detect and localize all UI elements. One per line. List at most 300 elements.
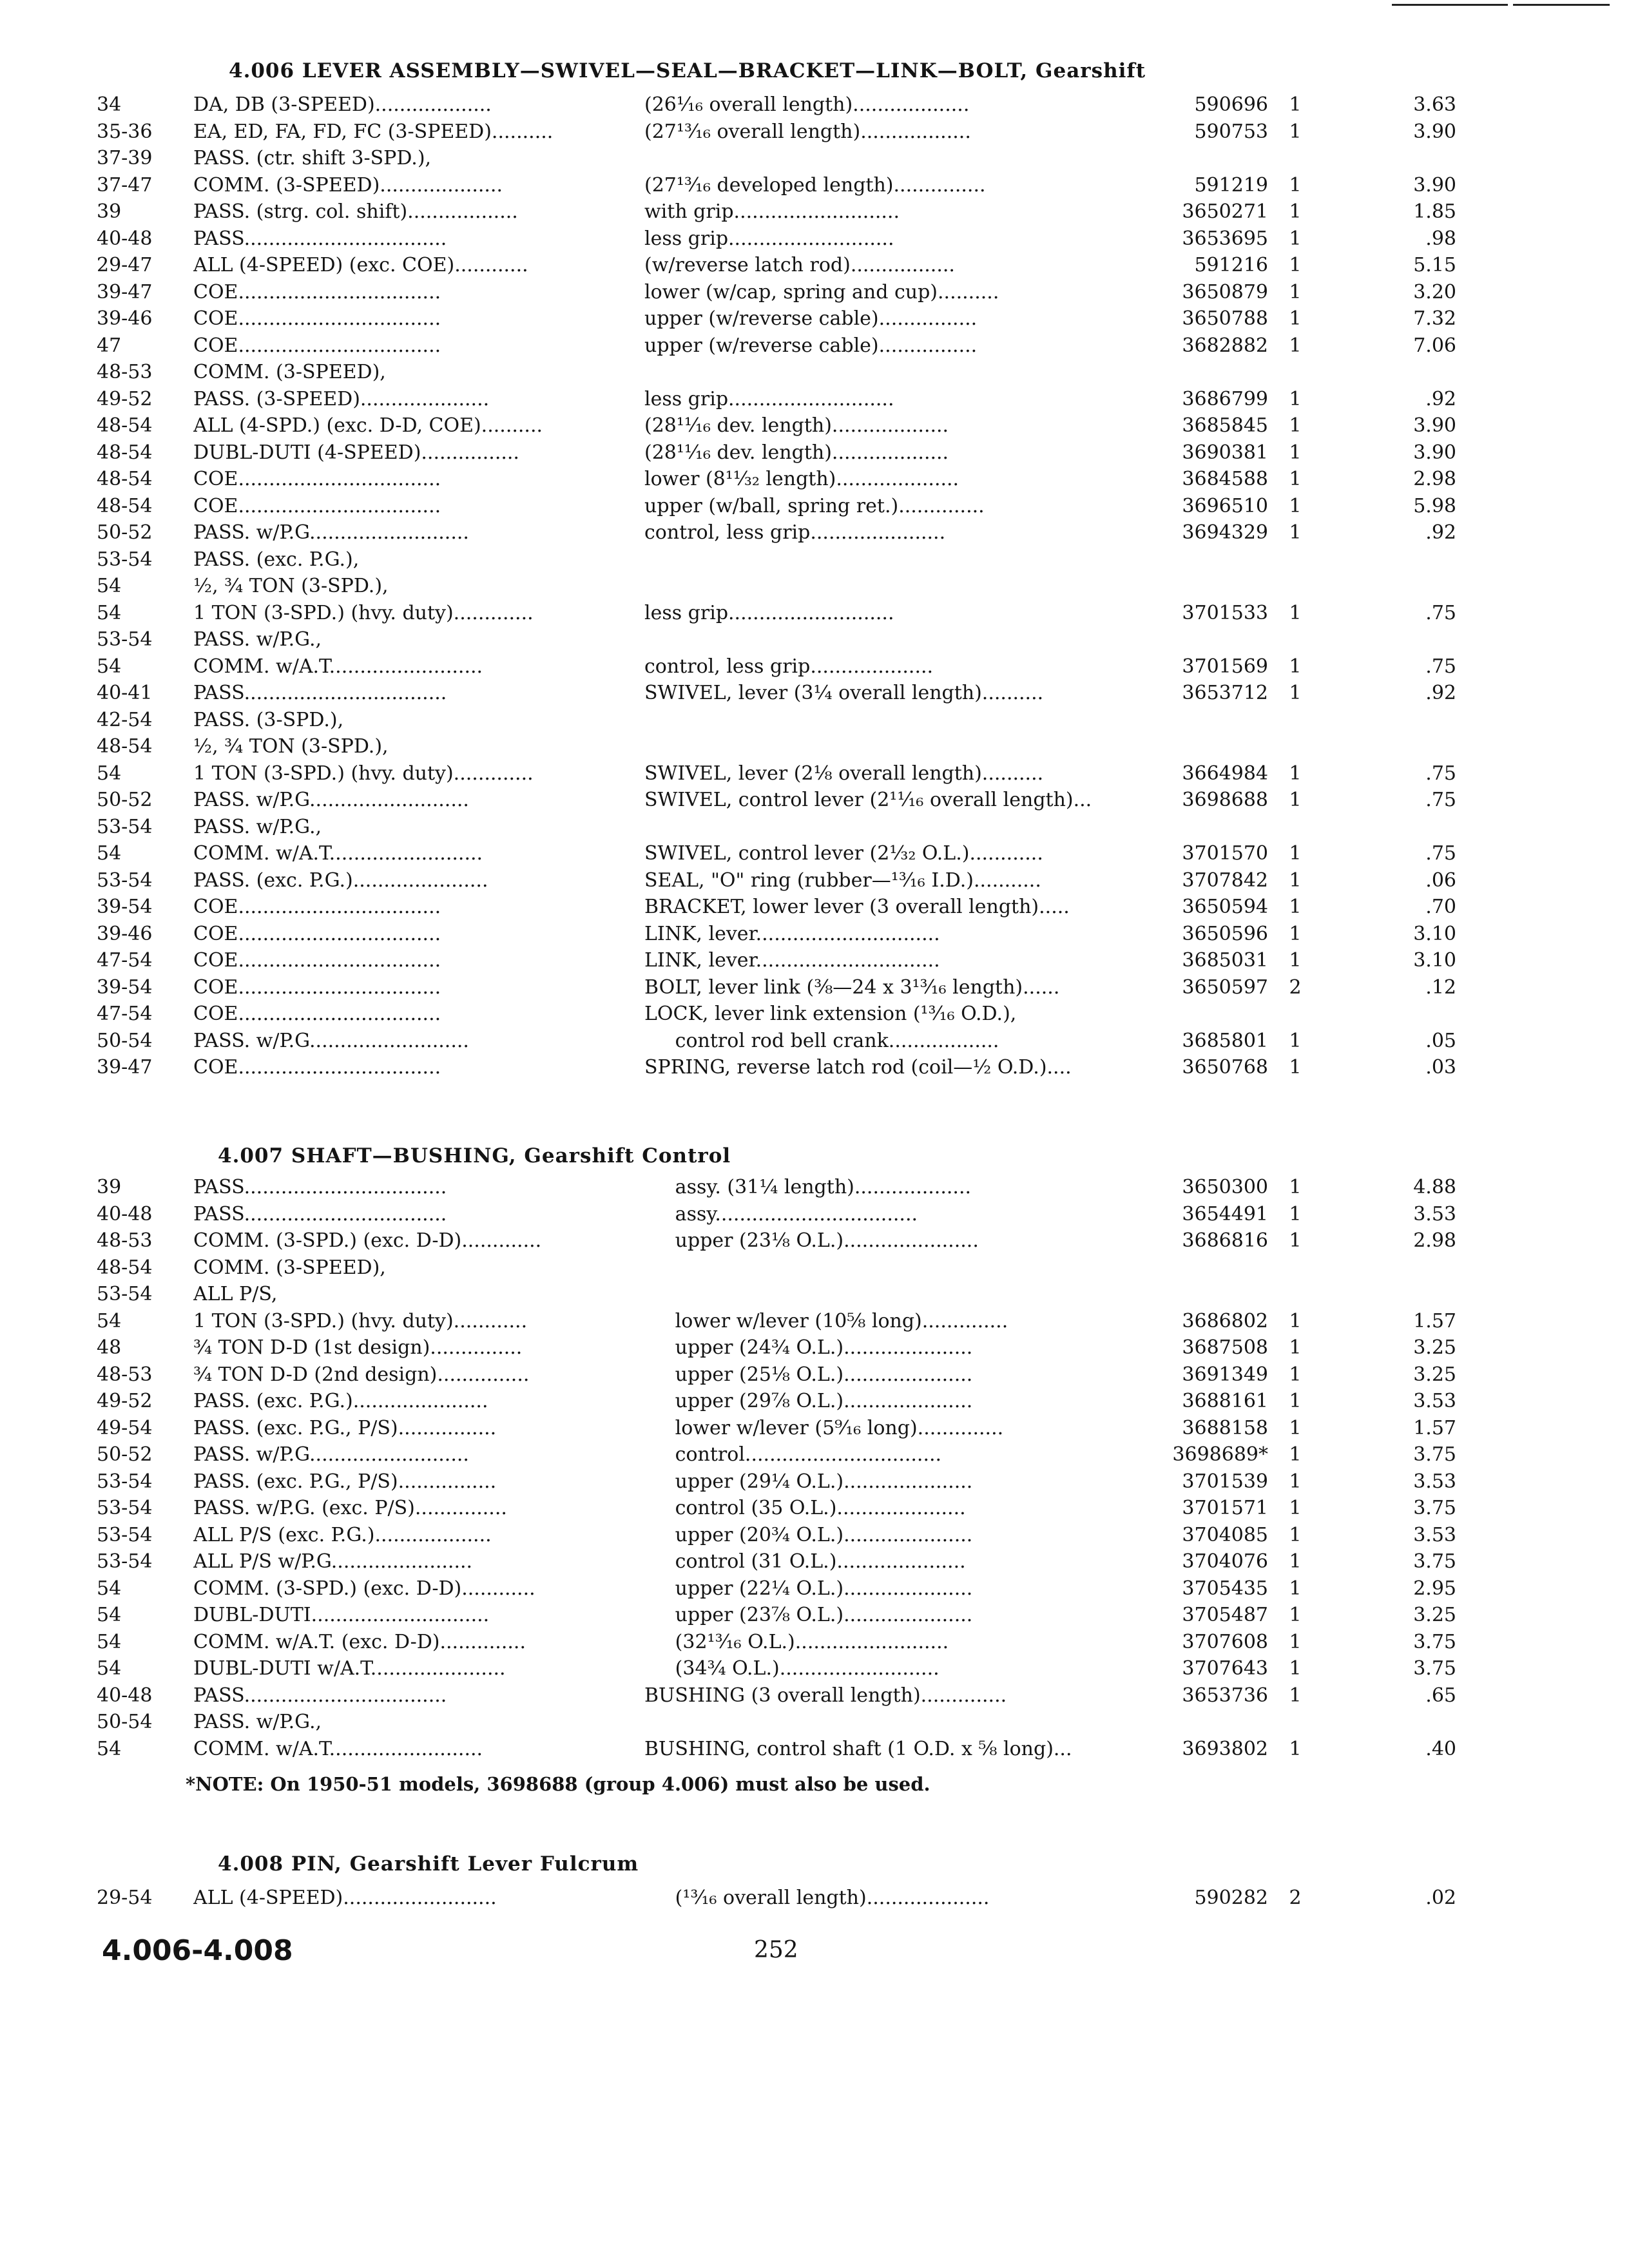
part-number: 3705487 bbox=[1182, 1604, 1268, 1626]
price: 3.90 bbox=[1413, 414, 1456, 437]
part-number: 3653695 bbox=[1182, 227, 1268, 250]
application: ALL (4-SPEED)......................... bbox=[193, 1887, 497, 1909]
year-range: 40-48 bbox=[97, 227, 153, 250]
description: less grip........................... bbox=[644, 387, 894, 410]
table-row bbox=[97, 1054, 1540, 1081]
year-range: 29-47 bbox=[97, 254, 153, 276]
application: PASS. w/P.G. (exc. P/S)............... bbox=[193, 1497, 507, 1519]
application: PASS................................. bbox=[193, 1202, 447, 1225]
table-row bbox=[97, 974, 1540, 1001]
application: 1 TON (3-SPD.) (hvy. duty)............. bbox=[193, 762, 534, 785]
section-title-4-008: 4.008 PIN, Gearshift Lever Fulcrum bbox=[218, 1852, 639, 1876]
part-number: 590753 bbox=[1194, 120, 1268, 143]
part-number: 3650594 bbox=[1182, 896, 1268, 918]
price: 3.90 bbox=[1413, 441, 1456, 464]
application: PASS. (3-SPD.), bbox=[193, 708, 344, 731]
year-range: 54 bbox=[97, 1737, 122, 1760]
year-range: 53-54 bbox=[97, 869, 153, 892]
application: PASS................................. bbox=[193, 1684, 447, 1707]
table-row bbox=[97, 412, 1540, 439]
description: BUSHING, control shaft (1 O.D. x ⅝ long)... bbox=[644, 1737, 1072, 1760]
part-number: 3705435 bbox=[1182, 1577, 1268, 1600]
application: EA, ED, FA, FD, FC (3-SPEED).......... bbox=[193, 120, 554, 143]
price: 3.53 bbox=[1413, 1202, 1456, 1225]
price: 3.75 bbox=[1413, 1657, 1456, 1680]
footnote: *NOTE: On 1950-51 models, 3698688 (group 4.006) must also be used. bbox=[186, 1773, 930, 1795]
quantity: 1 bbox=[1289, 1470, 1302, 1493]
part-number: 3650596 bbox=[1182, 922, 1268, 945]
year-range: 34 bbox=[97, 93, 122, 116]
description: BRACKET, lower lever (3 overall length)..... bbox=[644, 896, 1070, 918]
quantity: 1 bbox=[1289, 254, 1302, 276]
part-number: 590696 bbox=[1194, 93, 1268, 116]
year-range: 35-36 bbox=[97, 120, 153, 143]
price: 1.57 bbox=[1413, 1309, 1456, 1332]
group-range: 4.006-4.008 bbox=[102, 1934, 293, 1967]
application: COE................................. bbox=[193, 280, 441, 303]
year-range: 53-54 bbox=[97, 1497, 153, 1519]
table-row bbox=[97, 1575, 1540, 1602]
year-range: 50-52 bbox=[97, 1443, 153, 1466]
description: SEAL, "O" ring (rubber—¹³⁄₁₆ I.D.)........... bbox=[644, 869, 1041, 892]
year-range: 48-53 bbox=[97, 1229, 153, 1252]
description: lower (w/cap, spring and cup).......... bbox=[644, 280, 999, 303]
table-row bbox=[97, 1361, 1540, 1389]
application: PASS. w/P.G., bbox=[193, 628, 322, 651]
part-number: 3701533 bbox=[1182, 601, 1268, 624]
table-row bbox=[97, 226, 1540, 253]
description: lower (8¹¹⁄₃₂ length).................... bbox=[644, 468, 959, 490]
year-range: 54 bbox=[97, 575, 122, 597]
price: 7.06 bbox=[1413, 334, 1456, 357]
quantity: 1 bbox=[1289, 200, 1302, 223]
year-range: 48-54 bbox=[97, 468, 153, 490]
description: assy................................. bbox=[644, 1202, 918, 1225]
quantity: 1 bbox=[1289, 1056, 1302, 1079]
quantity: 1 bbox=[1289, 869, 1302, 892]
year-range: 54 bbox=[97, 1604, 122, 1626]
year-range: 53-54 bbox=[97, 548, 153, 571]
description: control (31 O.L.)..................... bbox=[644, 1550, 966, 1573]
section-title-4-007: 4.007 SHAFT—BUSHING, Gearshift Control bbox=[218, 1144, 731, 1168]
price: .92 bbox=[1425, 387, 1456, 410]
quantity: 1 bbox=[1289, 1363, 1302, 1386]
description: control rod bell crank.................. bbox=[644, 1029, 999, 1052]
description: less grip........................... bbox=[644, 601, 894, 624]
year-range: 53-54 bbox=[97, 1523, 153, 1546]
description: (w/reverse latch rod)................. bbox=[644, 254, 955, 276]
year-range: 48-54 bbox=[97, 414, 153, 437]
price: 3.10 bbox=[1413, 922, 1456, 945]
year-range: 54 bbox=[97, 1657, 122, 1680]
part-number: 3704076 bbox=[1182, 1550, 1268, 1573]
price: 3.25 bbox=[1413, 1363, 1456, 1386]
description: upper (24¾ O.L.)..................... bbox=[644, 1336, 973, 1359]
year-range: 54 bbox=[97, 1630, 122, 1653]
description: BOLT, lever link (⅜—24 x 3¹³⁄₁₆ length)...... bbox=[644, 975, 1060, 999]
part-number: 3688158 bbox=[1182, 1416, 1268, 1439]
application: COMM. (3-SPEED), bbox=[193, 1256, 386, 1279]
description: control, less grip...................... bbox=[644, 521, 946, 544]
table-row bbox=[97, 1709, 1540, 1736]
application: PASS. (exc. P.G., P/S)................ bbox=[193, 1470, 497, 1493]
year-range: 39 bbox=[97, 200, 122, 223]
application: COMM. w/A.T......................... bbox=[193, 1737, 483, 1760]
section-title-4-006: 4.006 LEVER ASSEMBLY—SWIVEL—SEAL—BRACKET—LINK—BOLT, Gearshift bbox=[229, 59, 1146, 82]
part-number: 591216 bbox=[1194, 254, 1268, 276]
price: 3.25 bbox=[1413, 1336, 1456, 1359]
part-number: 3698689* bbox=[1172, 1443, 1268, 1466]
table-row bbox=[97, 1308, 1540, 1335]
price: .75 bbox=[1425, 601, 1456, 624]
quantity: 1 bbox=[1289, 1202, 1302, 1225]
description: SPRING, reverse latch rod (coil—½ O.D.).... bbox=[644, 1056, 1072, 1079]
quantity: 1 bbox=[1289, 922, 1302, 945]
price: 5.15 bbox=[1413, 254, 1456, 276]
application: COE................................. bbox=[193, 949, 441, 972]
year-range: 54 bbox=[97, 1577, 122, 1600]
table-row bbox=[97, 1334, 1540, 1361]
application: PASS. (exc. P.G.)...................... bbox=[193, 1390, 488, 1412]
part-number: 3650768 bbox=[1182, 1056, 1268, 1079]
application: PASS. w/P.G., bbox=[193, 815, 322, 838]
year-range: 48-54 bbox=[97, 1256, 153, 1279]
quantity: 2 bbox=[1289, 975, 1302, 999]
application: COE................................. bbox=[193, 896, 441, 918]
quantity: 1 bbox=[1289, 280, 1302, 303]
table-row bbox=[97, 1001, 1540, 1028]
page-number: 252 bbox=[754, 1937, 798, 1963]
price: 3.75 bbox=[1413, 1550, 1456, 1573]
table-row bbox=[97, 1388, 1540, 1415]
description: (28¹¹⁄₁₆ dev. length)................... bbox=[644, 414, 949, 437]
quantity: 1 bbox=[1289, 1630, 1302, 1653]
part-number: 3688161 bbox=[1182, 1390, 1268, 1412]
year-range: 48-54 bbox=[97, 441, 153, 464]
price: 3.53 bbox=[1413, 1470, 1456, 1493]
description: less grip........................... bbox=[644, 227, 894, 250]
application: COMM. (3-SPEED), bbox=[193, 361, 386, 383]
quantity: 1 bbox=[1289, 494, 1302, 517]
year-range: 53-54 bbox=[97, 628, 153, 651]
price: .03 bbox=[1425, 1056, 1456, 1079]
quantity: 1 bbox=[1289, 521, 1302, 544]
application: COE................................. bbox=[193, 334, 441, 357]
table-row bbox=[97, 760, 1540, 787]
description: upper (25⅛ O.L.)..................... bbox=[644, 1363, 973, 1386]
application: COE................................. bbox=[193, 1056, 441, 1079]
table-row bbox=[97, 1655, 1540, 1682]
application: PASS. w/P.G.......................... bbox=[193, 1029, 469, 1052]
year-range: 47-54 bbox=[97, 1003, 153, 1025]
application: DUBL-DUTI............................. bbox=[193, 1604, 490, 1626]
table-row bbox=[97, 814, 1540, 841]
quantity: 1 bbox=[1289, 1737, 1302, 1760]
part-number: 3684588 bbox=[1182, 468, 1268, 490]
price: 3.10 bbox=[1413, 949, 1456, 972]
table-row bbox=[97, 198, 1540, 226]
quantity: 1 bbox=[1289, 1497, 1302, 1519]
part-number: 3685031 bbox=[1182, 949, 1268, 972]
part-number: 3654491 bbox=[1182, 1202, 1268, 1225]
part-number: 3701570 bbox=[1182, 842, 1268, 865]
application: DA, DB (3-SPEED)................... bbox=[193, 93, 492, 116]
year-range: 50-54 bbox=[97, 1711, 153, 1733]
quantity: 1 bbox=[1289, 1390, 1302, 1412]
description: LOCK, lever link extension (¹³⁄₁₆ O.D.), bbox=[644, 1003, 1017, 1025]
application: ALL (4-SPEED) (exc. COE)............ bbox=[193, 254, 528, 276]
description: upper (w/ball, spring ret.).............. bbox=[644, 494, 985, 517]
table-row bbox=[97, 894, 1540, 921]
top-rule bbox=[1513, 4, 1610, 6]
price: 3.53 bbox=[1413, 1390, 1456, 1412]
quantity: 1 bbox=[1289, 655, 1302, 678]
table-row bbox=[97, 653, 1540, 680]
part-number: 3686799 bbox=[1182, 387, 1268, 410]
application: PASS. (3-SPEED)..................... bbox=[193, 387, 490, 410]
table-row bbox=[97, 519, 1540, 546]
year-range: 37-47 bbox=[97, 173, 153, 197]
part-number: 3691349 bbox=[1182, 1363, 1268, 1386]
quantity: 1 bbox=[1289, 1523, 1302, 1546]
table-row bbox=[97, 840, 1540, 867]
table-row bbox=[97, 466, 1540, 493]
part-number: 3650597 bbox=[1182, 975, 1268, 999]
quantity: 1 bbox=[1289, 1577, 1302, 1600]
year-range: 54 bbox=[97, 601, 122, 624]
part-number: 3701571 bbox=[1182, 1497, 1268, 1519]
application: ALL P/S w/P.G....................... bbox=[193, 1550, 473, 1573]
description: BUSHING (3 overall length).............. bbox=[644, 1684, 1007, 1707]
table-row bbox=[97, 332, 1540, 360]
part-number: 3650879 bbox=[1182, 280, 1268, 303]
year-range: 48-54 bbox=[97, 735, 153, 758]
description: (28¹¹⁄₁₆ dev. length)................... bbox=[644, 441, 949, 464]
application: COMM. (3-SPD.) (exc. D-D)............ bbox=[193, 1577, 535, 1600]
quantity: 1 bbox=[1289, 842, 1302, 865]
application: PASS. w/P.G., bbox=[193, 1711, 322, 1733]
year-range: 39-47 bbox=[97, 280, 153, 303]
table-row bbox=[97, 279, 1540, 306]
price: .02 bbox=[1425, 1887, 1456, 1909]
year-range: 48-53 bbox=[97, 361, 153, 383]
description: LINK, lever.............................. bbox=[644, 949, 940, 972]
year-range: 48-54 bbox=[97, 494, 153, 517]
table-row bbox=[97, 867, 1540, 894]
part-number: 3707608 bbox=[1182, 1630, 1268, 1653]
part-number: 3707643 bbox=[1182, 1657, 1268, 1680]
price: .05 bbox=[1425, 1029, 1456, 1052]
year-range: 40-41 bbox=[97, 682, 153, 704]
table-row bbox=[97, 1415, 1540, 1442]
description: upper (20¾ O.L.)..................... bbox=[644, 1523, 973, 1546]
table-row bbox=[97, 252, 1540, 279]
part-number: 3704085 bbox=[1182, 1523, 1268, 1546]
table-row bbox=[97, 1028, 1540, 1055]
quantity: 1 bbox=[1289, 1604, 1302, 1626]
description: (26¹⁄₁₆ overall length)................... bbox=[644, 93, 970, 116]
application: DUBL-DUTI (4-SPEED)................ bbox=[193, 441, 519, 464]
table-row bbox=[97, 1682, 1540, 1709]
price: 3.90 bbox=[1413, 120, 1456, 143]
part-number: 3682882 bbox=[1182, 334, 1268, 357]
description: control................................ bbox=[644, 1443, 942, 1466]
parts-table-4-007 bbox=[97, 1174, 1540, 1762]
quantity: 1 bbox=[1289, 789, 1302, 811]
table-row bbox=[97, 680, 1540, 707]
description: upper (w/reverse cable)................ bbox=[644, 334, 978, 357]
table-row bbox=[97, 573, 1540, 600]
table-row bbox=[97, 1174, 1540, 1201]
price: .06 bbox=[1425, 869, 1456, 892]
application: ¾ TON D-D (2nd design)............... bbox=[193, 1363, 530, 1386]
year-range: 40-48 bbox=[97, 1684, 153, 1707]
quantity: 1 bbox=[1289, 1550, 1302, 1573]
application: COE................................. bbox=[193, 307, 441, 330]
quantity: 1 bbox=[1289, 468, 1302, 490]
description: upper (22¼ O.L.)..................... bbox=[644, 1577, 973, 1600]
application: ALL P/S, bbox=[193, 1283, 278, 1305]
year-range: 49-52 bbox=[97, 1390, 153, 1412]
year-range: 54 bbox=[97, 762, 122, 785]
quantity: 1 bbox=[1289, 896, 1302, 918]
table-row bbox=[97, 1201, 1540, 1228]
price: 3.90 bbox=[1413, 173, 1456, 197]
part-number: 3698688 bbox=[1182, 789, 1268, 811]
application: PASS. w/P.G.......................... bbox=[193, 789, 469, 811]
price: .75 bbox=[1425, 842, 1456, 865]
quantity: 1 bbox=[1289, 949, 1302, 972]
price: .65 bbox=[1425, 1684, 1456, 1707]
description: with grip........................... bbox=[644, 200, 900, 223]
quantity: 1 bbox=[1289, 414, 1302, 437]
year-range: 39-54 bbox=[97, 896, 153, 918]
application: PASS. (exc. P.G.)...................... bbox=[193, 869, 488, 892]
table-row bbox=[97, 1441, 1540, 1468]
quantity: 1 bbox=[1289, 334, 1302, 357]
table-row bbox=[97, 733, 1540, 760]
table-row bbox=[97, 1254, 1540, 1282]
application: COE................................. bbox=[193, 494, 441, 517]
year-range: 29-54 bbox=[97, 1887, 153, 1909]
application: COE................................. bbox=[193, 922, 441, 945]
part-number: 3686816 bbox=[1182, 1229, 1268, 1252]
application: ALL P/S (exc. P.G.)................... bbox=[193, 1523, 492, 1546]
table-row bbox=[97, 439, 1540, 466]
table-row bbox=[97, 119, 1540, 146]
part-number: 3653712 bbox=[1182, 682, 1268, 704]
price: 3.75 bbox=[1413, 1497, 1456, 1519]
table-row bbox=[97, 493, 1540, 520]
table-row bbox=[97, 359, 1540, 386]
application: ALL (4-SPD.) (exc. D-D, COE).......... bbox=[193, 414, 543, 437]
description: assy. (31¼ length)................... bbox=[644, 1176, 972, 1198]
quantity: 1 bbox=[1289, 227, 1302, 250]
parts-table-4-006 bbox=[97, 91, 1540, 1081]
quantity: 1 bbox=[1289, 1336, 1302, 1359]
year-range: 48-53 bbox=[97, 1363, 153, 1386]
description: (34¾ O.L.).......................... bbox=[644, 1657, 940, 1680]
description: SWIVEL, control lever (2¹⁄₃₂ O.L.)............ bbox=[644, 842, 1043, 865]
quantity: 1 bbox=[1289, 93, 1302, 116]
price: 3.75 bbox=[1413, 1630, 1456, 1653]
part-number: 3687508 bbox=[1182, 1336, 1268, 1359]
description: LINK, lever.............................. bbox=[644, 922, 940, 945]
year-range: 54 bbox=[97, 1309, 122, 1332]
application: ½, ¾ TON (3-SPD.), bbox=[193, 735, 389, 758]
table-row bbox=[97, 1736, 1540, 1763]
description: SWIVEL, control lever (2¹¹⁄₁₆ overall length)... bbox=[644, 789, 1092, 811]
table-row bbox=[97, 1281, 1540, 1308]
description: upper (23⅛ O.L.)...................... bbox=[644, 1229, 979, 1252]
part-number: 3664984 bbox=[1182, 762, 1268, 785]
quantity: 1 bbox=[1289, 387, 1302, 410]
table-row bbox=[97, 1629, 1540, 1656]
quantity: 2 bbox=[1289, 1887, 1302, 1909]
year-range: 47 bbox=[97, 334, 122, 357]
part-number: 3650788 bbox=[1182, 307, 1268, 330]
price: 4.88 bbox=[1413, 1176, 1456, 1198]
application: COMM. w/A.T......................... bbox=[193, 655, 483, 678]
price: .75 bbox=[1425, 789, 1456, 811]
price: 7.32 bbox=[1413, 307, 1456, 330]
description: control (35 O.L.)..................... bbox=[644, 1497, 966, 1519]
year-range: 50-52 bbox=[97, 789, 153, 811]
quantity: 1 bbox=[1289, 1443, 1302, 1466]
price: .70 bbox=[1425, 896, 1456, 918]
table-row bbox=[97, 787, 1540, 814]
table-row bbox=[97, 600, 1540, 627]
price: 5.98 bbox=[1413, 494, 1456, 517]
year-range: 53-54 bbox=[97, 815, 153, 838]
table-row bbox=[97, 1602, 1540, 1629]
part-number: 3685845 bbox=[1182, 414, 1268, 437]
part-number: 3707842 bbox=[1182, 869, 1268, 892]
application: PASS................................. bbox=[193, 1176, 447, 1198]
application: 1 TON (3-SPD.) (hvy. duty)............ bbox=[193, 1309, 528, 1332]
description: (27¹³⁄₁₆ developed length)............... bbox=[644, 173, 986, 197]
quantity: 1 bbox=[1289, 1657, 1302, 1680]
description: upper (29¼ O.L.)..................... bbox=[644, 1470, 973, 1493]
price: 2.98 bbox=[1413, 1229, 1456, 1252]
parts-table-4-008 bbox=[97, 1885, 1540, 1912]
price: .12 bbox=[1425, 975, 1456, 999]
table-row bbox=[97, 1885, 1540, 1912]
quantity: 1 bbox=[1289, 682, 1302, 704]
table-row bbox=[97, 1227, 1540, 1254]
quantity: 1 bbox=[1289, 1176, 1302, 1198]
table-row bbox=[97, 947, 1540, 974]
price: .75 bbox=[1425, 762, 1456, 785]
year-range: 39-46 bbox=[97, 307, 153, 330]
description: lower w/lever (5⁹⁄₁₆ long).............. bbox=[644, 1416, 1004, 1439]
price: 3.53 bbox=[1413, 1523, 1456, 1546]
year-range: 49-54 bbox=[97, 1416, 153, 1439]
price: 3.20 bbox=[1413, 280, 1456, 303]
application: PASS. (strg. col. shift).................. bbox=[193, 200, 518, 223]
description: SWIVEL, lever (2⅛ overall length).......... bbox=[644, 762, 1044, 785]
table-row bbox=[97, 91, 1540, 119]
part-number: 3685801 bbox=[1182, 1029, 1268, 1052]
application: PASS. w/P.G.......................... bbox=[193, 1443, 469, 1466]
application: COMM. w/A.T......................... bbox=[193, 842, 483, 865]
year-range: 53-54 bbox=[97, 1283, 153, 1305]
application: PASS. (exc. P.G., P/S)................ bbox=[193, 1416, 497, 1439]
year-range: 39-54 bbox=[97, 975, 153, 999]
price: 2.95 bbox=[1413, 1577, 1456, 1600]
application: ¾ TON D-D (1st design)............... bbox=[193, 1336, 523, 1359]
price: 1.57 bbox=[1413, 1416, 1456, 1439]
